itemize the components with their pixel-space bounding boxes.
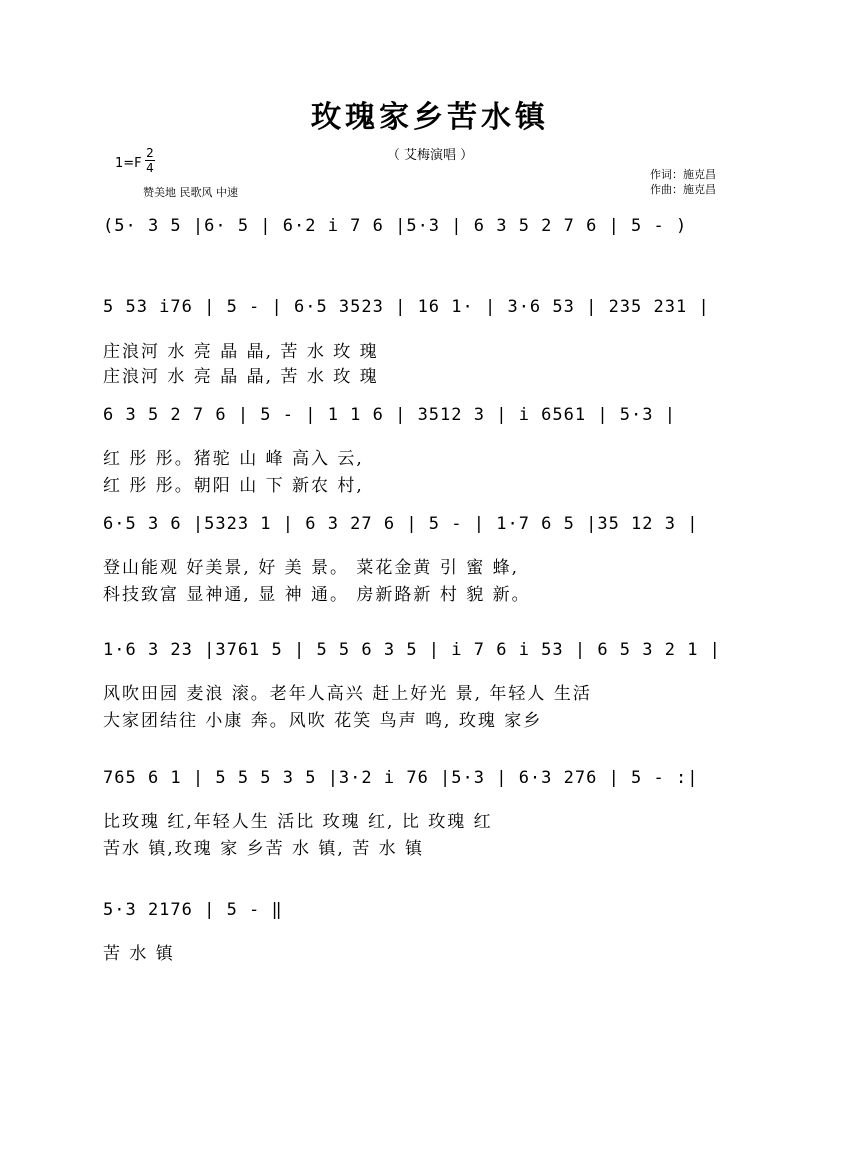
notation-line: 6·5 3 6 |5323 1 | 6 3 27 6 | 5 - | 1·7 6 5 |35 12 3 | <box>103 514 699 534</box>
notation-line: 765 6 1 | 5 5 5 3 5 |3·2 i 76 |5·3 | 6·3 276 | 5 - :| <box>103 768 699 788</box>
time-top: 2 <box>146 146 154 160</box>
key-signature: 1=F <box>115 156 142 171</box>
lyricist: 作词：施克昌 <box>650 168 716 181</box>
lyric-line: 苦水 镇,玫瑰 家 乡苦 水 镇, 苦 水 镇 <box>103 839 425 859</box>
lyric-line: 庄浪河 水 亮 晶 晶, 苦 水 玫 瑰 <box>103 367 379 387</box>
lyric-line: 苦 水 镇 <box>103 944 175 964</box>
time-signature <box>145 146 155 175</box>
lyric-line: 大家团结往 小康 奔。风吹 花笑 鸟声 鸣, 玫瑰 家乡 <box>103 711 543 731</box>
composer: 作曲：施克昌 <box>650 183 716 196</box>
lyric-line: 风吹田园 麦浪 滚。老年人高兴 赶上好光 景, 年轻人 生活 <box>103 684 592 704</box>
lyric-line: 庄浪河 水 亮 晶 晶, 苦 水 玫 瑰 <box>103 342 379 362</box>
tempo-style: 赞美地 民歌风 中速 <box>143 186 238 199</box>
notation-line: (5· 3 5 |6· 5 | 6·2 i 7 6 |5·3 | 6 3 5 2 7 6 | 5 - ) <box>103 216 688 236</box>
lyric-line: 科技致富 显神通, 显 神 通。 房新路新 村 貌 新。 <box>103 585 531 605</box>
song-title: 玫瑰家乡苦水镇 <box>311 100 549 135</box>
notation-line: 1·6 3 23 |3761 5 | 5 5 6 3 5 | i 7 6 i 53 | 6 5 3 2 1 | <box>103 640 721 660</box>
lyric-line: 登山能观 好美景, 好 美 景。 菜花金黄 引 蜜 蜂, <box>103 558 520 578</box>
notation-line: 6 3 5 2 7 6 | 5 - | 1 1 6 | 3512 3 | i 6561 | 5·3 | <box>103 405 676 425</box>
time-bottom: 4 <box>146 161 154 175</box>
notation-line: 5·3 2176 | 5 - ‖ <box>103 900 283 920</box>
lyric-line: 红 彤 彤。猪驼 山 峰 高入 云, <box>103 449 364 469</box>
notation-line: 5 53 i76 | 5 - | 6·5 3523 | 16 1· | 3·6 53 | 235 231 | <box>103 297 710 317</box>
lyric-line: 红 彤 彤。朝阳 山 下 新农 村, <box>103 476 364 496</box>
singer-credit: （ 艾梅演唱 ） <box>386 148 474 163</box>
lyric-line: 比玫瑰 红,年轻人生 活比 玫瑰 红, 比 玫瑰 红 <box>103 812 493 832</box>
